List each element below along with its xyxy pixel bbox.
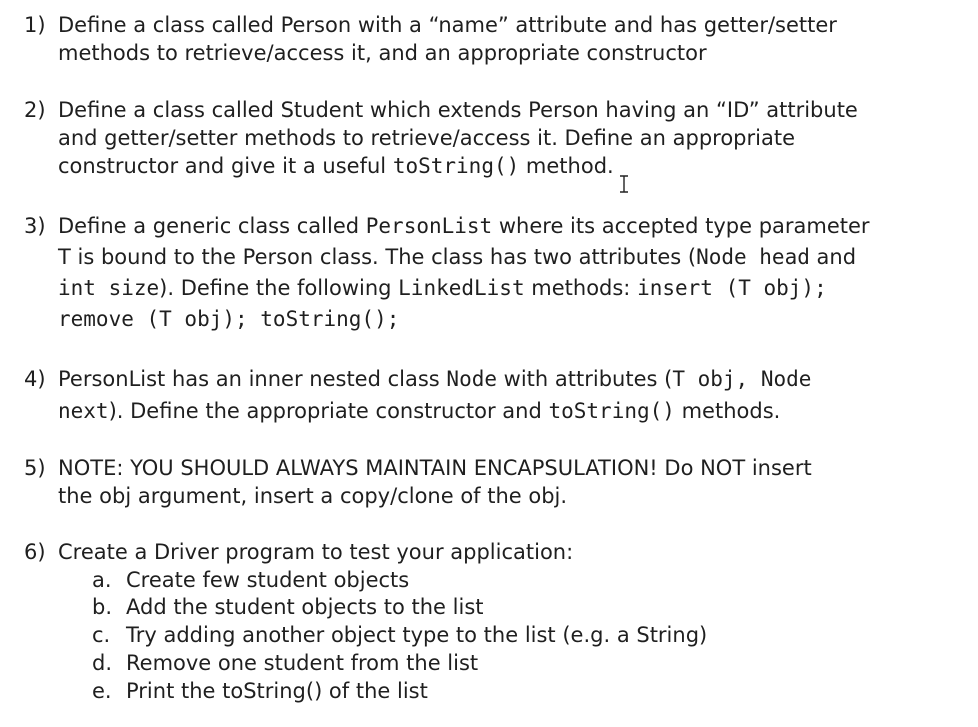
text-run: ). Define the following — [159, 276, 399, 300]
text-run: Define a generic class called — [58, 214, 366, 238]
text-run: PersonList has an inner nested class — [58, 367, 447, 391]
item-line — [58, 39, 707, 67]
text-run: constructor and give it a useful — [58, 154, 393, 178]
text-cursor-icon — [618, 175, 630, 193]
code-run: Node — [446, 367, 497, 391]
text-run: Define a class called Person with a “name” attribute and has getter/setter — [58, 13, 837, 37]
code-run: toString() — [392, 154, 520, 178]
item-line — [58, 152, 614, 180]
subitem-text: Add the student objects to the list — [126, 595, 484, 619]
subitem-letter: a. — [92, 568, 112, 592]
text-run: T is bound to the Person class. The class has two attributes ( — [58, 245, 697, 269]
code-run: remove (T obj); toString(); — [58, 307, 400, 331]
text-run: method. — [519, 154, 614, 178]
code-run: insert (T obj); — [637, 276, 827, 300]
subitem-letter: e. — [92, 679, 112, 703]
item-number: 2) — [24, 98, 46, 122]
text-run: NOTE: YOU SHOULD ALWAYS MAINTAIN ENCAPSULATION! Do NOT insert — [58, 456, 812, 480]
item-number: 6) — [24, 540, 46, 564]
item-line — [58, 124, 795, 152]
item-line — [58, 454, 812, 482]
text-run: and — [809, 245, 857, 269]
subitem-text: Try adding another object type to the list (e.g. a String) — [126, 623, 708, 647]
subitem-text: Remove one student from the list — [126, 651, 479, 675]
item-line — [58, 538, 573, 566]
subitem-letter: c. — [92, 623, 111, 647]
code-run: int size — [58, 276, 160, 300]
item-line — [58, 274, 827, 302]
text-run: where its accepted type parameter — [492, 214, 870, 238]
text-run: ). Define the appropriate constructor and — [108, 399, 549, 423]
text-run: Define a class called Student which extends Person having an “ID” attribute — [58, 98, 858, 122]
item-line — [58, 11, 837, 39]
code-run: Node head — [696, 245, 810, 269]
item-line — [58, 397, 780, 425]
subitem-letter: d. — [92, 651, 113, 675]
code-run: next — [58, 399, 109, 423]
text-run: with attributes ( — [497, 367, 673, 391]
subitem-letter: b. — [92, 595, 113, 619]
item-number: 5) — [24, 456, 46, 480]
item-line — [58, 305, 399, 333]
item-line — [58, 212, 870, 240]
item-number: 1) — [24, 13, 46, 37]
subitem-text: Print the toString() of the list — [126, 679, 428, 703]
text-run: and getter/setter methods to retrieve/access it. Define an appropriate — [58, 126, 795, 150]
text-run: methods. — [674, 399, 781, 423]
text-run: methods to retrieve/access it, and an appropriate constructor — [58, 41, 707, 65]
code-run: PersonList — [365, 214, 493, 238]
item-line — [58, 482, 567, 510]
item-number: 3) — [24, 214, 46, 238]
code-run: toString() — [548, 399, 675, 423]
item-line — [58, 96, 858, 124]
text-run: methods: — [524, 276, 638, 300]
item-line — [58, 365, 811, 393]
item-number: 4) — [24, 367, 46, 391]
subitem-text: Create few student objects — [126, 568, 410, 592]
item-line — [58, 243, 856, 271]
code-run: LinkedList — [398, 276, 525, 300]
code-run: T obj, Node — [672, 367, 812, 391]
text-run: the obj argument, insert a copy/clone of the obj. — [58, 484, 568, 508]
text-run: Create a Driver program to test your application: — [58, 540, 574, 564]
